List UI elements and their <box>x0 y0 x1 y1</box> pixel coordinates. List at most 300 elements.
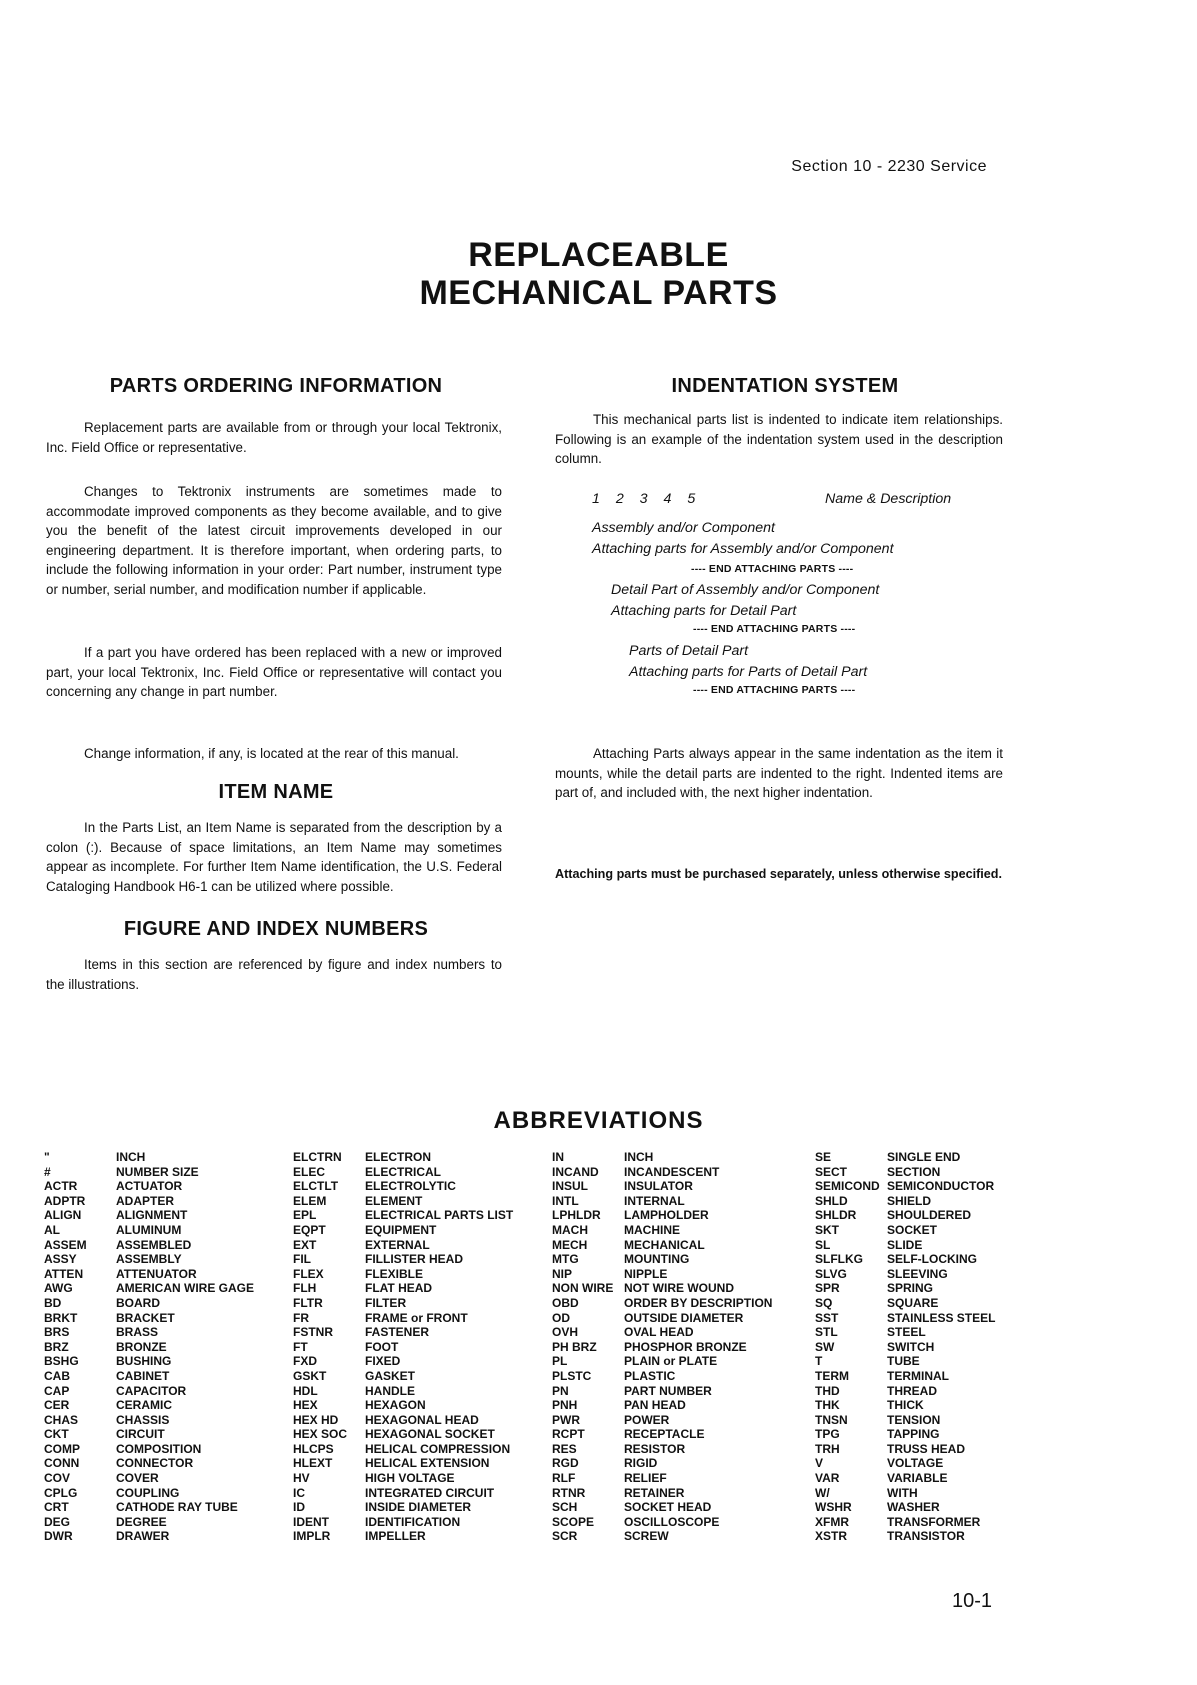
abbr-row <box>552 1311 772 1326</box>
abbr-description: ADAPTER <box>116 1193 175 1208</box>
abbr-code: EPL <box>293 1208 317 1223</box>
abbr-code: W/ <box>815 1485 830 1500</box>
abbr-row <box>44 1398 254 1413</box>
abbr-description: ASSEMBLY <box>116 1252 182 1267</box>
abbr-row <box>293 1456 513 1471</box>
abbr-row <box>815 1194 995 1209</box>
abbr-row <box>44 1150 254 1165</box>
abbr-row <box>293 1281 513 1296</box>
abbr-row <box>552 1208 772 1223</box>
abbr-row <box>552 1296 772 1311</box>
abbr-code: HEX HD <box>293 1412 339 1427</box>
abbr-code: ELEM <box>293 1193 327 1208</box>
abbr-code: AWG <box>44 1281 73 1296</box>
abbr-code: TERM <box>815 1368 849 1383</box>
abbr-code: SL <box>815 1237 831 1252</box>
indent-level1-attaching: Attaching parts for Assembly and/or Component <box>592 541 894 557</box>
abbr-row <box>552 1252 772 1267</box>
abbr-code: HLCPS <box>293 1441 334 1456</box>
abbr-column-4 <box>815 1150 995 1544</box>
abbr-code: OD <box>552 1310 570 1325</box>
abbr-description: FIXED <box>365 1354 401 1369</box>
abbr-description: CATHODE RAY TUBE <box>116 1500 238 1515</box>
abbr-description: OSCILLOSCOPE <box>624 1514 720 1529</box>
abbr-code: CPLG <box>44 1485 78 1500</box>
page-title <box>0 236 1197 312</box>
abbr-code: IN <box>552 1150 564 1164</box>
abbr-description: SLIDE <box>887 1237 923 1252</box>
abbr-row <box>815 1165 995 1180</box>
abbr-code: PN <box>552 1383 569 1398</box>
abbr-code: RCPT <box>552 1427 585 1442</box>
abbr-code: OBD <box>552 1295 579 1310</box>
abbr-code: ELCTLT <box>293 1179 339 1194</box>
abbr-description: DEGREE <box>116 1514 167 1529</box>
abbr-code: RTNR <box>552 1485 586 1500</box>
abbr-code: SLVG <box>815 1266 847 1281</box>
abbr-description: SOCKET <box>887 1222 938 1237</box>
abbr-row <box>293 1194 513 1209</box>
abbr-code: PL <box>552 1354 568 1369</box>
abbr-description: SWITCH <box>887 1339 935 1354</box>
abbr-description: ALUMINUM <box>116 1222 182 1237</box>
abbr-description: STAINLESS STEEL <box>887 1310 996 1325</box>
abbr-row <box>293 1267 513 1282</box>
abbr-description: BRASS <box>116 1325 159 1340</box>
abbr-description: COUPLING <box>116 1485 180 1500</box>
abbr-row <box>552 1427 772 1442</box>
abbr-description: SPRING <box>887 1281 934 1296</box>
abbr-description: PLASTIC <box>624 1368 676 1383</box>
abbr-description: SOCKET HEAD <box>624 1500 712 1515</box>
abbr-code: PWR <box>552 1412 580 1427</box>
abbr-row <box>44 1208 254 1223</box>
abbr-code: XSTR <box>815 1529 848 1544</box>
abbr-row <box>44 1471 254 1486</box>
abbr-code: BD <box>44 1295 62 1310</box>
abbr-code: OVH <box>552 1325 579 1340</box>
end-attaching-1: ---- END ATTACHING PARTS ---- <box>691 563 854 575</box>
abbr-description: TENSION <box>887 1412 941 1427</box>
abbr-code: BRKT <box>44 1310 78 1325</box>
abbr-description: THREAD <box>887 1383 937 1398</box>
abbr-description: ELECTRICAL <box>365 1164 441 1179</box>
abbr-description: WITH <box>887 1485 918 1500</box>
abbr-code: INCAND <box>552 1164 599 1179</box>
abbr-description: MECHANICAL <box>624 1237 705 1252</box>
abbr-description: RIGID <box>624 1456 658 1471</box>
abbr-row <box>44 1384 254 1399</box>
abbr-row <box>44 1194 254 1209</box>
abbr-code: SECT <box>815 1164 848 1179</box>
abbr-row <box>293 1442 513 1457</box>
abbr-code: ID <box>293 1500 305 1515</box>
abbr-row <box>44 1515 254 1530</box>
abbr-row <box>293 1296 513 1311</box>
abbr-code: THD <box>815 1383 840 1398</box>
abbr-code: IDENT <box>293 1514 329 1529</box>
abbr-code: SEMICOND <box>815 1179 880 1194</box>
abbr-description: ACTUATOR <box>116 1179 183 1194</box>
indent-name-desc: Name & Description <box>825 491 952 507</box>
abbr-description: ELECTRON <box>365 1150 431 1164</box>
abbr-description: BRONZE <box>116 1339 167 1354</box>
abbr-description: INTERNAL <box>624 1193 685 1208</box>
abbr-code: EQPT <box>293 1222 326 1237</box>
abbr-row <box>552 1500 772 1515</box>
abbr-description: RESISTOR <box>624 1441 686 1456</box>
abbr-code: CONN <box>44 1456 80 1471</box>
section-header: Section 10 - 2230 Service <box>791 158 987 175</box>
abbr-description: AMERICAN WIRE GAGE <box>116 1281 254 1296</box>
end-attaching-3: ---- END ATTACHING PARTS ---- <box>693 684 856 696</box>
abbr-row <box>552 1150 772 1165</box>
abbr-description: COVER <box>116 1471 159 1486</box>
abbr-description: HANDLE <box>365 1383 415 1398</box>
abbr-code: " <box>44 1150 50 1164</box>
abbr-code: SCH <box>552 1500 578 1515</box>
abbr-description: VOLTAGE <box>887 1456 944 1471</box>
abbr-row <box>815 1208 995 1223</box>
abbr-code: FXD <box>293 1354 317 1369</box>
abbr-row <box>815 1442 995 1457</box>
abbr-description: SLEEVING <box>887 1266 948 1281</box>
indent-level1: Assembly and/or Component <box>592 520 775 536</box>
abbr-code: SQ <box>815 1295 833 1310</box>
abbr-row <box>293 1529 513 1544</box>
abbr-code: PH BRZ <box>552 1339 597 1354</box>
abbr-description: TUBE <box>887 1354 920 1369</box>
abbr-description: TAPPING <box>887 1427 940 1442</box>
item-name-p1: In the Parts List, an Item Name is separated from the description by a colon (:). Because of space limitations, an Item Name may sometimes appear as incomplete. For further Item Name identification, the U.S. Federal Cataloging Handbook H6-1 can be utilized where possible. <box>46 820 502 894</box>
abbr-row <box>44 1296 254 1311</box>
abbr-description: HEXAGONAL HEAD <box>365 1412 479 1427</box>
abbr-row <box>552 1384 772 1399</box>
abbr-description: TRANSISTOR <box>887 1529 965 1544</box>
abbr-row <box>815 1398 995 1413</box>
abbr-row <box>44 1223 254 1238</box>
item-name-heading: ITEM NAME <box>218 781 334 803</box>
abbr-row <box>552 1281 772 1296</box>
abbr-code: EXT <box>293 1237 317 1252</box>
abbr-description: IMPELLER <box>365 1529 426 1544</box>
abbr-row <box>815 1456 995 1471</box>
abbr-description: FILLISTER HEAD <box>365 1252 463 1267</box>
abbr-row <box>815 1296 995 1311</box>
indent-numbers: 1 2 3 4 5 <box>592 491 702 507</box>
abbr-code: FIL <box>293 1252 311 1267</box>
abbr-row <box>815 1281 995 1296</box>
abbr-description: TRANSFORMER <box>887 1514 981 1529</box>
abbr-code: LPHLDR <box>552 1208 601 1223</box>
abbr-row <box>815 1325 995 1340</box>
abbr-description: MACHINE <box>624 1222 680 1237</box>
abbr-row <box>44 1529 254 1544</box>
abbr-code: V <box>815 1456 824 1471</box>
abbr-description: HELICAL COMPRESSION <box>365 1441 511 1456</box>
abbr-row <box>552 1515 772 1530</box>
abbr-description: INSIDE DIAMETER <box>365 1500 472 1515</box>
abbr-column-2 <box>293 1150 513 1544</box>
abbr-code: ACTR <box>44 1179 78 1194</box>
abbr-description: INCH <box>624 1150 654 1164</box>
abbr-description: STEEL <box>887 1325 926 1340</box>
abbr-row <box>815 1150 995 1165</box>
abbr-code: CER <box>44 1398 70 1413</box>
abbr-code: SCR <box>552 1529 578 1544</box>
abbr-description: TERMINAL <box>887 1368 949 1383</box>
abbr-code: ASSY <box>44 1252 77 1267</box>
abbr-description: SECTION <box>887 1164 941 1179</box>
abbr-description: CAPACITOR <box>116 1383 187 1398</box>
abbr-description: RELIEF <box>624 1471 667 1486</box>
abbr-description: FLEXIBLE <box>365 1266 424 1281</box>
abbr-code: FLTR <box>293 1295 323 1310</box>
abbr-row <box>44 1325 254 1340</box>
abbr-code: HEX SOC <box>293 1427 348 1442</box>
abbr-code: CRT <box>44 1500 69 1515</box>
abbr-description: INCANDESCENT <box>624 1164 720 1179</box>
abbr-row <box>552 1340 772 1355</box>
abbr-code: SCOPE <box>552 1514 595 1529</box>
abbr-code: SE <box>815 1150 832 1164</box>
abbr-description: ELECTROLYTIC <box>365 1179 456 1194</box>
abbr-description: PLAIN or PLATE <box>624 1354 718 1369</box>
page-title-line2: MECHANICAL PARTS <box>419 274 778 312</box>
abbr-row <box>552 1413 772 1428</box>
abbr-code: VAR <box>815 1471 840 1486</box>
abbr-row <box>293 1398 513 1413</box>
abbr-description: OVAL HEAD <box>624 1325 694 1340</box>
abbr-row <box>293 1413 513 1428</box>
abbr-code: RGD <box>552 1456 579 1471</box>
abbr-row <box>552 1471 772 1486</box>
abbr-description: INCH <box>116 1150 146 1164</box>
abbr-description: VARIABLE <box>887 1471 948 1486</box>
abbr-row <box>815 1252 995 1267</box>
abbr-row <box>44 1252 254 1267</box>
abbr-description: INSULATOR <box>624 1179 693 1194</box>
abbr-description: LAMPHOLDER <box>624 1208 709 1223</box>
abbr-description: PART NUMBER <box>624 1383 712 1398</box>
abbr-description: SCREW <box>624 1529 669 1544</box>
abbr-description: COMPOSITION <box>116 1441 202 1456</box>
abbr-description: ATTENUATOR <box>116 1266 197 1281</box>
abbr-description: BRACKET <box>116 1310 175 1325</box>
abbr-description: PAN HEAD <box>624 1398 686 1413</box>
indent-level3: Parts of Detail Part <box>629 643 749 659</box>
abbr-row <box>815 1238 995 1253</box>
abbr-description: FILTER <box>365 1295 407 1310</box>
abbr-description: IDENTIFICATION <box>365 1514 461 1529</box>
abbr-code: SHLD <box>815 1193 848 1208</box>
figure-index-heading: FIGURE AND INDEX NUMBERS <box>123 918 429 940</box>
abbr-code: FLEX <box>293 1266 324 1281</box>
abbr-row <box>44 1413 254 1428</box>
abbr-code: CKT <box>44 1427 69 1442</box>
abbr-description: POWER <box>624 1412 670 1427</box>
abbr-description: FOOT <box>365 1339 399 1354</box>
abbr-row <box>815 1223 995 1238</box>
abbr-code: DEG <box>44 1514 71 1529</box>
abbr-description: FLAT HEAD <box>365 1281 433 1296</box>
abbr-code: WSHR <box>815 1500 852 1515</box>
abbr-description: SHOULDERED <box>887 1208 972 1223</box>
abbr-row <box>44 1486 254 1501</box>
abbr-row <box>815 1413 995 1428</box>
abbr-row <box>44 1267 254 1282</box>
abbr-row <box>44 1165 254 1180</box>
abbr-row <box>552 1456 772 1471</box>
abbr-row <box>44 1369 254 1384</box>
abbr-row <box>293 1354 513 1369</box>
abbr-row <box>293 1384 513 1399</box>
abbr-code: GSKT <box>293 1368 327 1383</box>
abbr-code: SW <box>815 1339 835 1354</box>
abbr-description: ELEMENT <box>365 1193 423 1208</box>
abbr-description: NOT WIRE WOUND <box>624 1281 734 1296</box>
abbr-description: THICK <box>887 1398 924 1413</box>
abbr-description: ASSEMBLED <box>116 1237 192 1252</box>
parts-ordering-p3: If a part you have ordered has been replaced with a new or improved part, your local Tektronix, Inc. Field Office or representative will contact you concerning any change in part number. <box>46 645 502 700</box>
abbr-row <box>815 1179 995 1194</box>
parts-ordering-heading: PARTS ORDERING INFORMATION <box>109 375 443 397</box>
abbr-row <box>815 1471 995 1486</box>
abbr-description: NIPPLE <box>624 1266 668 1281</box>
abbr-description: EQUIPMENT <box>365 1222 437 1237</box>
indent-level2: Detail Part of Assembly and/or Component <box>611 582 880 598</box>
abbr-column-1 <box>44 1150 254 1544</box>
abbr-code: STL <box>815 1325 838 1340</box>
abbr-code: COV <box>44 1471 71 1486</box>
abbr-code: SLFLKG <box>815 1252 863 1267</box>
abbr-code: ASSEM <box>44 1237 87 1252</box>
abbr-row <box>44 1456 254 1471</box>
abbr-code: SKT <box>815 1222 839 1237</box>
abbr-description: OUTSIDE DIAMETER <box>624 1310 744 1325</box>
abbr-row <box>815 1529 995 1544</box>
abbr-row <box>44 1311 254 1326</box>
abbr-row <box>552 1369 772 1384</box>
abbr-code: CAP <box>44 1383 70 1398</box>
page-title-line1: REPLACEABLE <box>468 236 729 274</box>
abbr-row <box>552 1325 772 1340</box>
abbr-row <box>815 1340 995 1355</box>
abbr-row <box>44 1442 254 1457</box>
abbr-description: SQUARE <box>887 1295 939 1310</box>
abbr-row <box>815 1311 995 1326</box>
abbr-row <box>293 1340 513 1355</box>
abbr-code: HEX <box>293 1398 318 1413</box>
abbr-code: FT <box>293 1339 308 1354</box>
abbr-description: PHOSPHOR BRONZE <box>624 1339 747 1354</box>
abbr-row <box>44 1238 254 1253</box>
abbr-row <box>552 1238 772 1253</box>
abbr-description: BOARD <box>116 1295 160 1310</box>
abbr-row <box>44 1281 254 1296</box>
abbr-code: PNH <box>552 1398 578 1413</box>
abbr-description: ALIGNMENT <box>116 1208 188 1223</box>
abbr-code: T <box>815 1354 823 1369</box>
abbr-code: NIP <box>552 1266 573 1281</box>
abbr-description: CABINET <box>116 1368 170 1383</box>
abbr-row <box>293 1500 513 1515</box>
abbr-code: HLEXT <box>293 1456 333 1471</box>
abbr-row <box>552 1179 772 1194</box>
abbr-row <box>293 1471 513 1486</box>
abbr-code: CAB <box>44 1368 70 1383</box>
abbr-description: WASHER <box>887 1500 940 1515</box>
abbr-code: MTG <box>552 1252 579 1267</box>
abbr-code: SPR <box>815 1281 840 1296</box>
abbr-row <box>815 1427 995 1442</box>
parts-ordering-p1: Replacement parts are available from or through your local Tektronix, Inc. Field Office or representative. <box>46 420 502 455</box>
abbr-code: SHLDR <box>815 1208 857 1223</box>
abbr-code: NON WIRE <box>552 1281 614 1296</box>
abbr-code: XFMR <box>815 1514 849 1529</box>
abbr-code: RES <box>552 1441 577 1456</box>
abbr-code: TRH <box>815 1441 840 1456</box>
figure-index-p1: Items in this section are referenced by figure and index numbers to the illustrations. <box>46 957 502 992</box>
indentation-heading: INDENTATION SYSTEM <box>671 375 899 397</box>
abbr-code: HV <box>293 1471 310 1486</box>
abbr-code: PLSTC <box>552 1368 592 1383</box>
abbr-code: BRS <box>44 1325 70 1340</box>
abbr-code: FSTNR <box>293 1325 333 1340</box>
abbr-row <box>44 1340 254 1355</box>
abbr-description: CHASSIS <box>116 1412 170 1427</box>
abbr-row <box>293 1150 513 1165</box>
abbr-description: GASKET <box>365 1368 416 1383</box>
abbr-row <box>293 1486 513 1501</box>
abbr-row <box>293 1427 513 1442</box>
abbr-code: RLF <box>552 1471 576 1486</box>
abbr-row <box>815 1354 995 1369</box>
abbr-row <box>293 1515 513 1530</box>
abbr-row <box>552 1165 772 1180</box>
abbr-code: AL <box>44 1222 60 1237</box>
abbr-row <box>552 1442 772 1457</box>
abbr-code: ALIGN <box>44 1208 82 1223</box>
abbr-row <box>293 1369 513 1384</box>
page-number: 10-1 <box>951 1590 992 1612</box>
abbr-row <box>552 1486 772 1501</box>
abbr-code: INSUL <box>552 1179 588 1194</box>
abbr-description: FASTENER <box>365 1325 430 1340</box>
abbr-row <box>815 1515 995 1530</box>
abbr-code: COMP <box>44 1441 80 1456</box>
abbreviations-heading: ABBREVIATIONS <box>493 1107 704 1134</box>
abbr-row <box>293 1238 513 1253</box>
abbr-row <box>815 1369 995 1384</box>
abbr-code: ELCTRN <box>293 1150 342 1164</box>
abbr-code: THK <box>815 1398 840 1413</box>
abbr-description: RETAINER <box>624 1485 685 1500</box>
abbr-description: EXTERNAL <box>365 1237 430 1252</box>
abbr-description: RECEPTACLE <box>624 1427 705 1442</box>
abbr-description: SHIELD <box>887 1193 932 1208</box>
abbr-code: BSHG <box>44 1354 79 1369</box>
abbr-description: HEXAGONAL SOCKET <box>365 1427 495 1442</box>
abbr-code: ADPTR <box>44 1193 86 1208</box>
abbr-code: FR <box>293 1310 309 1325</box>
abbr-description: SELF-LOCKING <box>887 1252 977 1267</box>
abbr-code: ELEC <box>293 1164 326 1179</box>
abbr-description: FRAME or FRONT <box>365 1310 468 1325</box>
abbr-code: BRZ <box>44 1339 69 1354</box>
abbr-code: FLH <box>293 1281 317 1296</box>
abbr-row <box>293 1325 513 1340</box>
